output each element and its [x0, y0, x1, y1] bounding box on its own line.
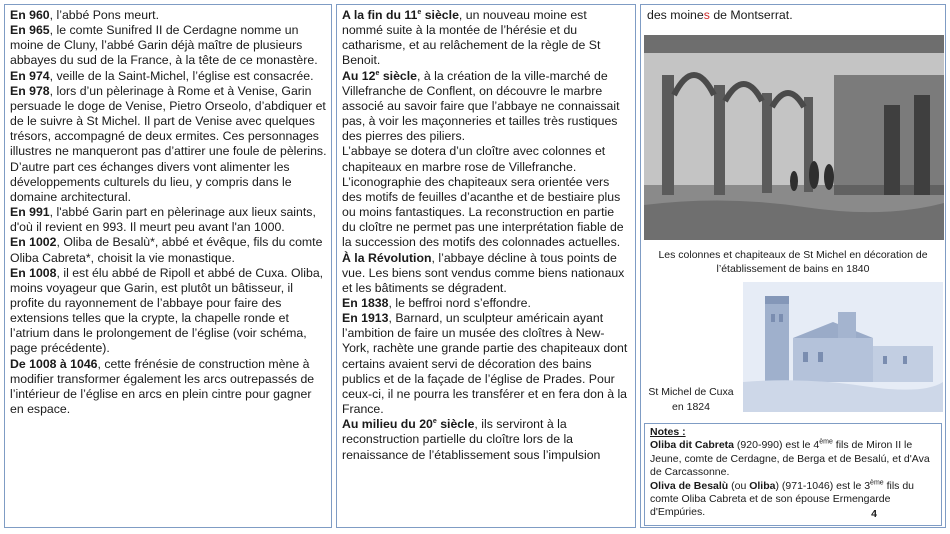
cloister-arches-illustration	[644, 35, 944, 240]
column-1-text	[5, 5, 331, 417]
cloister-bath-photo	[644, 35, 944, 240]
text-column-2	[336, 4, 636, 528]
page-number: 4	[871, 507, 877, 520]
abbey-tower-illustration	[743, 282, 943, 412]
paragraph: L’iconographie des chapiteaux sera orientée vers des motifs de feuilles d’acanthe et de bestiaire plus ou moins fantastiques. La reconstruction en partie du cloître ne permet pas une interprétation fiable de la succession des motifs des colonnades actuelles.	[342, 174, 624, 250]
paragraph: Au milieu du 20e siècle, ils serviront à la reconstruction partielle du cloître lors de la renaissance de l’établissement sous l’impulsion	[342, 417, 601, 462]
paragraph: L’abbaye se dotera d’un cloître avec colonnes et chapiteaux en marbre rose de Villefranche.	[342, 144, 606, 174]
text-column-1	[4, 4, 332, 528]
notes-box	[644, 423, 942, 526]
paragraph: En 978, lors d’un pèlerinage à Rome et à Venise, Garin persuade le doge de Venise, Pietro Orseolo, d’abdiquer et de le suivre à St Michel. Il part de Venise avec quelques trésors, accompagné de deux ermites. Ces personnages illustres ne manqueront pas d’attirer une foule de pèlerins.	[10, 83, 327, 159]
paragraph: En 1838, le beffroi nord s’effondre.	[342, 295, 531, 310]
paragraph: À la Révolution, l’abbaye décline à tous points de vue. Les biens sont vendus comme biens nationaux et les bâtiments se dégradent.	[342, 250, 625, 295]
paragraph: En 960, l’abbé Pons meurt.	[10, 8, 160, 22]
column-3-top-text: des moines de Montserrat.	[647, 8, 793, 22]
paragraph: D’autre part ces échanges divers vont alimenter les développements culturels du lieu, y compris dans le domaine architectural.	[10, 159, 292, 204]
note-oliba-cabreta: Oliba dit Cabreta (920-990) est le 4ème fils de Miron II le Jeune, comte de Cerdagne, de Berga et de Besalú, et d'Ava de Carcassonne.	[650, 438, 930, 479]
paragraph: Au 12e siècle, à la création de la ville-marché de Villefranche de Conflent, on découvre le marbre associé au savoir faire que l’abbaye ne connaissait pas, à voir les maçonneries et tailles très rustiques des pierres des piliers.	[342, 68, 620, 144]
paragraph: En 1002, Oliba de Besalù*, abbé et évêque, fils du comte Oliba Cabreta*, choisit la vie monastique.	[10, 235, 323, 265]
paragraph: De 1008 à 1046, cette frénésie de construction mène à modifier transformer également les arcs outrepassés de l’intérieur de l’église en arcs en plein cintre pour gagner en espace.	[10, 356, 315, 417]
paragraph: En 974, veille de la Saint-Michel, l’église est consacrée.	[10, 68, 314, 83]
image-column	[640, 4, 946, 528]
notes-title: Notes :	[650, 426, 686, 438]
column-2-text	[337, 5, 635, 463]
cuxa-1824-engraving	[743, 282, 943, 412]
paragraph: En 991, l'abbé Garin part en pèlerinage aux lieux saints, d'où il revient en 993. Il meurt peu avant l'an 1000.	[10, 205, 316, 235]
paragraph: En 1913, Barnard, un sculpteur américain ayant l’ambition de faire un musée des cloîtres à New-York, rachète une grande partie des chapiteaux dont certains avaient servi de décoration des bains publics et de la façade de l’église de Prades. Pour ceux-ci, il ne pourra les transférer et en fera don à la France.	[342, 311, 628, 417]
paragraph: En 1008, il est élu abbé de Ripoll et abbé de Cuxa. Oliba, moins voyageur que Garin, est plutôt un bâtisseur, il profite du rayonnement de l’abbaye pour faire des extensions telles que la crypte, la chapelle ronde et l’atrium dans le prolongement de l’église (voir schéma, page précédente).	[10, 265, 324, 356]
paragraph: En 965, le comte Sunifred II de Cerdagne nomme un moine de Cluny, l’abbé Garin déjà maître de plusieurs abbayes du sud de la France, à la tête de ce monastère.	[10, 23, 318, 68]
paragraph: A la fin du 11e siècle, un nouveau moine est nommé suite à la montée de l’hérésie et du catharisme, et au relâchement de la règle de St Benoit.	[342, 8, 601, 68]
note-oliva-besalu: Oliva de Besalù (ou Oliba) (971-1046) est le 3ème fils du comte Oliba Cabreta et de son épouse Ermengarde d'Empúries.	[650, 479, 915, 519]
photo-caption-baths: Les colonnes et chapiteaux de St Michel en décoration de l’établissement de bains en 1840	[658, 249, 928, 275]
engraving-caption: St Michel de Cuxa en 1824	[648, 386, 734, 413]
